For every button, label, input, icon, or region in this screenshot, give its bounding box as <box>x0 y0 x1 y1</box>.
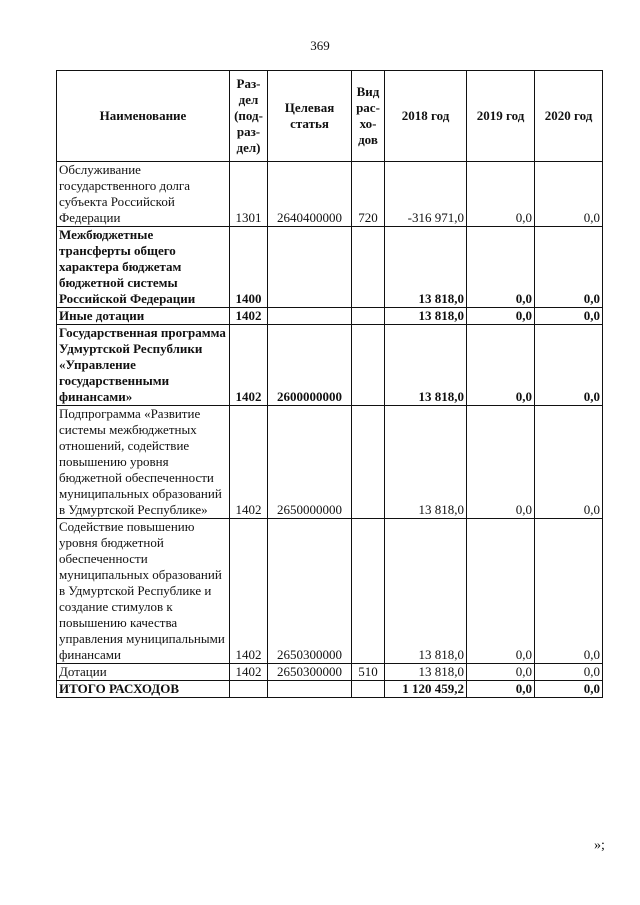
cell-name: Иные дотации <box>57 308 230 325</box>
table-row <box>57 227 603 308</box>
cell-target: 2640400000 <box>268 162 352 227</box>
cell-2020: 0,0 <box>535 162 603 227</box>
cell-kind <box>352 227 385 308</box>
cell-2019: 0,0 <box>467 519 535 664</box>
cell-name: Межбюджетные трансферты общего характера бюджетам бюджетной системы Российской Федерации <box>57 227 230 308</box>
header-2020: 2020 год <box>535 71 603 162</box>
cell-kind <box>352 681 385 698</box>
cell-name: Государственная программа Удмуртской Республики «Управление государственными финансами» <box>57 325 230 406</box>
closing-quote-mark: »; <box>594 838 605 853</box>
table-row <box>57 308 603 325</box>
cell-target: 2650300000 <box>268 519 352 664</box>
cell-2018: 13 818,0 <box>385 308 467 325</box>
cell-name: Содействие повышению уровня бюджетной обеспеченности муниципальных образований в Удмуртской Республике и создание стимулов к повышению качества управления муниципальными финансами <box>57 519 230 664</box>
cell-2020: 0,0 <box>535 519 603 664</box>
cell-2020: 0,0 <box>535 227 603 308</box>
cell-kind: 510 <box>352 664 385 681</box>
cell-name: Обслуживание государственного долга субъекта Российской Федерации <box>57 162 230 227</box>
page-number: 369 <box>310 38 330 53</box>
cell-2018: 13 818,0 <box>385 664 467 681</box>
cell-kind <box>352 325 385 406</box>
cell-2019: 0,0 <box>467 325 535 406</box>
cell-kind <box>352 308 385 325</box>
cell-2018: -316 971,0 <box>385 162 467 227</box>
header-2018: 2018 год <box>385 71 467 162</box>
cell-2020: 0,0 <box>535 308 603 325</box>
cell-section: 1301 <box>230 162 268 227</box>
cell-2020: 0,0 <box>535 681 603 698</box>
cell-2020: 0,0 <box>535 406 603 519</box>
cell-name: Подпрограмма «Развитие системы межбюджетных отношений, содействие повышению уровня бюджетной обеспеченности муниципальных образований в Удмуртской Республике» <box>57 406 230 519</box>
cell-2019: 0,0 <box>467 664 535 681</box>
cell-2020: 0,0 <box>535 664 603 681</box>
table-row <box>57 162 603 227</box>
cell-2019: 0,0 <box>467 227 535 308</box>
header-row <box>57 71 603 162</box>
cell-name: Дотации <box>57 664 230 681</box>
cell-section <box>230 681 268 698</box>
cell-target <box>268 681 352 698</box>
header-name: Наименование <box>57 71 230 162</box>
cell-target <box>268 308 352 325</box>
cell-kind: 720 <box>352 162 385 227</box>
cell-2018: 13 818,0 <box>385 325 467 406</box>
cell-target <box>268 227 352 308</box>
cell-2018: 13 818,0 <box>385 406 467 519</box>
header-target: Целевая статья <box>268 71 352 162</box>
cell-2019: 0,0 <box>467 681 535 698</box>
cell-2018: 13 818,0 <box>385 519 467 664</box>
cell-2018: 13 818,0 <box>385 227 467 308</box>
header-kind: Вид рас- хо- дов <box>352 71 385 162</box>
cell-target: 2650300000 <box>268 664 352 681</box>
cell-kind <box>352 519 385 664</box>
cell-section: 1402 <box>230 519 268 664</box>
cell-2019: 0,0 <box>467 406 535 519</box>
cell-target: 2600000000 <box>268 325 352 406</box>
cell-target: 2650000000 <box>268 406 352 519</box>
cell-section: 1400 <box>230 227 268 308</box>
cell-2019: 0,0 <box>467 162 535 227</box>
cell-section: 1402 <box>230 325 268 406</box>
cell-section: 1402 <box>230 664 268 681</box>
table-row <box>57 325 603 406</box>
table-row <box>57 406 603 519</box>
header-section: Раз- дел (под- раз- дел) <box>230 71 268 162</box>
cell-kind <box>352 406 385 519</box>
budget-table <box>56 70 603 698</box>
table-row <box>57 681 603 698</box>
table-row <box>57 664 603 681</box>
cell-2018: 1 120 459,2 <box>385 681 467 698</box>
cell-2019: 0,0 <box>467 308 535 325</box>
cell-section: 1402 <box>230 308 268 325</box>
cell-name: ИТОГО РАСХОДОВ <box>57 681 230 698</box>
table-row <box>57 519 603 664</box>
cell-section: 1402 <box>230 406 268 519</box>
cell-2020: 0,0 <box>535 325 603 406</box>
header-2019: 2019 год <box>467 71 535 162</box>
